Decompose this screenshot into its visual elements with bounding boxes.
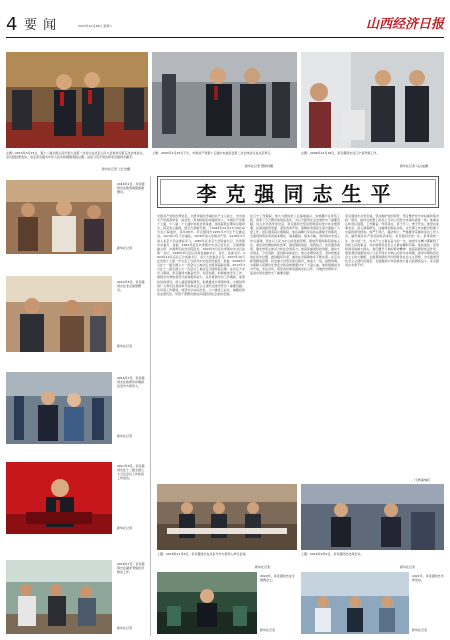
- caption-bottom-right: 2021年，李克强同志出席活动。: [412, 574, 444, 582]
- body-column-3: 李克强同志对党忠诚，坚决拥护党的领导，坚定维护党中央权威和集中统一领导，始终在思想上政治上行动上同党中央保持高度一致。他事业心和责任感强，工作勤奋，作风务实，善于学习，勇于开拓。他坚持实事求是，深入调查研究，注重理论联系实际，在长期工作实践中积累了丰富的领导经验。他严于律己，廉洁奉公，严格要求亲属和身边工作人员，始终保持共产党员的政治本色。李克强同志的一生，是革命的一生、战斗的一生、为共产主义事业奋斗的一生。他把毕生精力都献给了党和人民的事业，为中国特色社会主义事业鞠躬尽瘁。他的逝世，是党和国家的重大损失。我们要学习他的革命精神、崇高品德和优良作风，更加紧密地团结在以习近平同志为核心的党中央周围，高举中国特色社会主义伟大旗帜，全面贯彻新时代中国特色社会主义思想，为全面建设社会主义现代化国家、全面推进中华民族伟大复兴而团结奋斗。李克强同志永垂不朽！: [345, 214, 439, 268]
- photo-bottom-1: [157, 484, 297, 550]
- credit-side-2: 新华社记者: [117, 344, 133, 348]
- credit-side-4: 新华社记者: [117, 526, 133, 530]
- issue-info: 2023年10月28日 星期六: [78, 24, 113, 28]
- continued-note: （下转第5版）: [412, 478, 432, 482]
- column-divider: [150, 176, 151, 636]
- section-title: 要 闻: [24, 18, 58, 33]
- credit-photo1: 新华社记者 兰红光摄: [102, 167, 130, 171]
- credit-photo2: 新华社记者 樊如钧摄: [245, 164, 273, 168]
- caption-photo1: 左图：2013年3月15日，第十二届全国人民代表大会第一次会议在北京人民大会堂举行第五次全体会议。会议经投票表决，决定李克强为中华人民共和国国务院总理。这是习近平同志和李克强同志握手。: [6, 151, 146, 159]
- credit-side-1: 新华社记者: [117, 246, 133, 250]
- article-title-banner: [157, 176, 439, 208]
- photo-handshake-congress: [6, 52, 148, 148]
- photo-side-4: [6, 462, 112, 534]
- caption-bottom-3: 2020年，李克强同志在全国两会上。: [260, 574, 295, 582]
- credit-bottom-2: 新华社记者: [400, 565, 416, 569]
- photo-side-2: [6, 276, 112, 352]
- caption-side-4: 2017年3月，李克强同志在十二届全国人大五次会议上作政府工作报告。: [117, 464, 145, 480]
- photo-bottom-3: [157, 572, 257, 634]
- page-header: [0, 0, 450, 38]
- credit-bottom-right: 新华社记者: [412, 628, 428, 632]
- body-column-1: 中国共产党的优秀党员，久经考验的忠诚的共产主义战士，杰出的无产阶级革命家、政治家，党和国家的卓越领导人，中国共产党第十七届、十八届、十九届中央政治局常委，国务院原总理李克强同志，因突发心脏病，经全力抢救无效，于2023年10月27日0时10分在上海逝世，享年68岁。李克强同志1955年7月生于安徽定远。1974年3月下乡插队。1976年加入中国共产党。1978年3月进入北京大学法律系学习。1982年任北京大学团委书记，共青团中央委员、常委。1983年后任共青团中央书记处书记、全国青联副主席、中国青年政治学院院长。1993年5月任共青团中央书记处第一书记。1998年6月后任河南省委副书记、省长、省委书记。2004年12月后任辽宁省委书记、省人大常委会主任。2007年10月在党的十七届一中全会上当选为中央政治局委员、常委。2008年3月在十一届全国人大一次会议上被决定为国务院副总理。2013年3月在十二届全国人大一次会议上被决定为国务院总理。在北京大学学习期间，李克强同志勤奋好学、刻苦钻研，积极参加学生工作，展现出优秀的领导才能和组织能力。在共青团中央工作期间，他坚持党的领导，深入基层调查研究，积极推进共青团改革，为团结带领广大青年投身改革开放和社会主义现代化建设作出了重要贡献。在河南工作期间，他坚持从实际出发，大力推进工业化、城镇化和农业现代化，带领干部群众推动河南经济社会加快发展。: [157, 214, 245, 296]
- header-rule: [6, 37, 444, 38]
- photo-side-3: [6, 372, 112, 444]
- credit-bottom-1: 新华社记者: [255, 565, 271, 569]
- credit-photo3: 新华社记者 马占成摄: [400, 164, 428, 168]
- caption-bottom-2: 上图：2016年9月9日，李克强同志出席会议。: [301, 552, 364, 556]
- photo-meeting: [152, 52, 297, 148]
- article-title: 李克强同志生平: [196, 182, 400, 206]
- photo-inspection: [301, 52, 444, 148]
- caption-side-2: 2012年5月，李克强同志在北京看望群众。: [117, 280, 145, 292]
- body-column-2: 在辽宁工作期间，他大力推进老工业基地振兴，实施棚户区改造工程，改善了百万群众的居住条件，为辽宁经济社会发展作出了重要贡献。进入中央领导岗位后，李克强同志坚决贯彻落实党中央决策部署，在推进经济发展、深化改革开放、保障和改善民生等方面做了大量工作。担任国务院总理期间，他认真履行宪法和法律赋予的职责，全面贯彻落实党的基本理论、基本路线、基本方略，坚持稳中求进工作总基调，坚持以人民为中心的发展思想，团结带领国务院组成人员，深化供给侧结构性改革，推进简政放权、放管结合、优化服务改革，激发市场主体活力和社会创造力。他高度重视科技创新，推动大众创业、万众创新，促进新动能成长。他心系群众疾苦，坚持把就业放在优先位置，推进脱贫攻坚，推动社会保障体系不断完善。在应对新冠肺炎疫情、抗击重大自然灾害过程中，他深入一线，指挥协调，为保障人民群众生命安全和身体健康付出了大量心血。他积极推动对外开放，多次出访，深化同世界各国的友好合作，为维护世界和平、促进共同发展作出了重要贡献。: [250, 214, 340, 276]
- page-number: 4: [6, 14, 18, 35]
- photo-bottom-4: [301, 572, 409, 634]
- newspaper-logo: 山西经济日报: [365, 17, 444, 32]
- caption-photo2: 上图：2003年1月25日下午，中国共产党第十五届中央委员会第二次全体会议在北京举行。: [152, 151, 274, 155]
- photo-bottom-2: [301, 484, 444, 550]
- credit-bottom-3: 新华社记者: [260, 628, 276, 632]
- credit-side-3: 新华社记者: [117, 434, 133, 438]
- caption-side-3: 2015年7月，李克强同志在欧洲访问期间会见外方领导人。: [117, 376, 145, 388]
- caption-side-5: 2016年7月，李克强同志在湖北考察抗洪救灾工作。: [117, 562, 145, 574]
- caption-side-1: 2016年1月，李克强同志在陕西看望困难群众。: [117, 182, 145, 194]
- credit-side-5: 新华社记者: [117, 626, 133, 630]
- caption-photo3: 左图：2006年12月16日，李克强同志在辽宁省考察工作。: [301, 151, 380, 155]
- photo-side-1: [6, 180, 112, 254]
- photo-side-5: [6, 560, 112, 634]
- caption-bottom-1: 上图：2018年11月6日，李克强同志在北京与外方领导人举行会谈。: [157, 552, 249, 556]
